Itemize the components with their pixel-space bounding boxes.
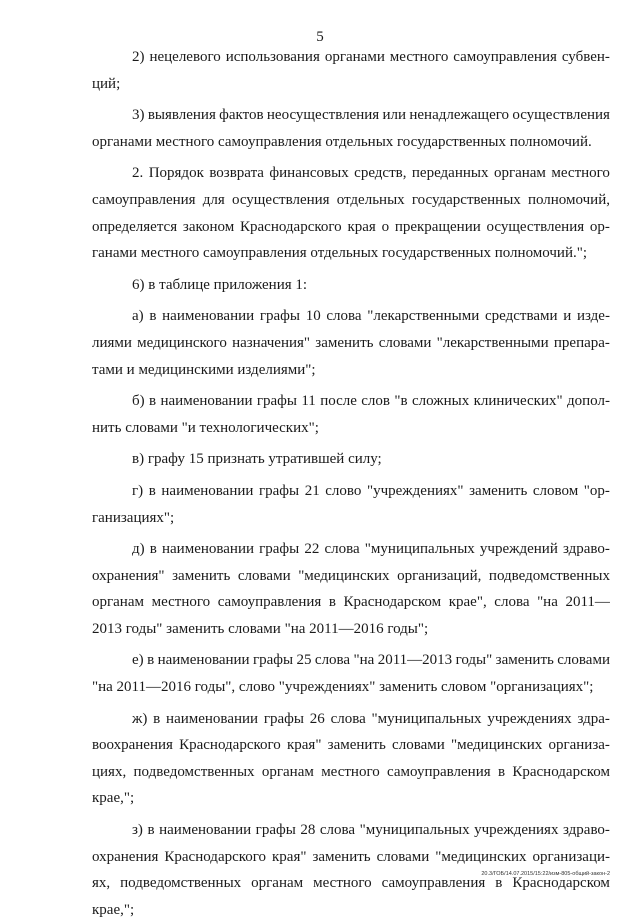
word: 2011— (565, 594, 610, 611)
paragraph-line: 2013 годы" заменить словами "на 2011—2016 годы"; (92, 620, 429, 637)
word: учреждениях (487, 710, 572, 727)
word: края (347, 218, 376, 235)
word: лиями (92, 334, 132, 351)
word: здра- (577, 710, 610, 727)
word: края" (272, 848, 307, 865)
word: клинических" (473, 393, 563, 410)
paragraph-line (92, 102, 610, 129)
word: охранения (92, 848, 159, 865)
word: Краснодарского (179, 737, 281, 754)
word: г) (132, 482, 144, 499)
paragraph (92, 160, 610, 266)
word: отдельных (336, 191, 405, 208)
paragraph-line (92, 214, 610, 241)
paragraph-line: органами местного самоуправления отдельных государственных полномочий. (92, 133, 592, 150)
word: воохранения (92, 737, 173, 754)
word: наименовании (159, 822, 252, 839)
word: наименовании (160, 393, 253, 410)
paragraph-line (92, 388, 610, 415)
word: и (563, 308, 572, 325)
paragraph-line (92, 759, 610, 786)
word: "медицинских (298, 567, 390, 584)
word: края" (286, 737, 322, 754)
word: слова (319, 822, 356, 839)
word: Порядок (148, 165, 204, 182)
word: заменить (327, 737, 386, 754)
word: наименовании (161, 541, 254, 558)
word: переданных (411, 165, 489, 182)
word: органами (324, 49, 385, 65)
word: местного (313, 875, 372, 892)
paragraph-line: крае,"; (92, 901, 135, 918)
page-number: 5 (316, 29, 324, 45)
paragraph-line (92, 536, 610, 563)
word: учреждений (479, 541, 558, 558)
word: местного (151, 594, 211, 611)
word: Краснодарском (512, 875, 610, 892)
word: сложных (411, 393, 470, 410)
paragraph-line (92, 478, 610, 505)
word: в (149, 393, 157, 410)
paragraph-line (92, 732, 610, 759)
word: Краснодарского (164, 848, 267, 865)
paragraph-line (92, 330, 610, 357)
document-footer-code: 20.3/ГОБ/14.07.2015/15:22/изм-805-общий-закон-2 (481, 871, 610, 877)
word: в (147, 822, 155, 839)
paragraph-line: 6) в таблице приложения 1: (132, 276, 308, 293)
word: изде- (576, 308, 610, 325)
word: 25 (296, 652, 312, 669)
word: ор- (589, 218, 610, 235)
word: в (149, 308, 157, 325)
word: в (148, 482, 156, 499)
word: средств, (354, 165, 407, 182)
paragraph-line: ганизациях"; (92, 509, 175, 526)
word: органам (493, 165, 546, 182)
paragraph (92, 647, 610, 700)
word: субвен- (561, 49, 610, 65)
word: 10 (305, 308, 321, 325)
paragraph-line: ций; (92, 75, 121, 92)
paragraph-line: в) графу 15 признать утратившей силу; (132, 451, 382, 468)
word: организаций, (397, 567, 482, 584)
word: здраво- (563, 822, 610, 839)
word: финансовых (269, 165, 349, 182)
word: з) (132, 822, 143, 839)
word: наименовании (162, 308, 255, 325)
paragraph-line: "на 2011—2016 годы", слово "учреждениях" заменить словом "организациях"; (92, 679, 594, 696)
word: органам (92, 594, 144, 611)
word: 2) (132, 49, 145, 65)
word: нецелевого (149, 49, 221, 65)
word: 22 (304, 541, 320, 558)
paragraph (92, 706, 610, 812)
word: 21 (304, 482, 320, 499)
word: самоуправления (387, 763, 491, 780)
word: органам (251, 875, 304, 892)
paragraph-line (92, 817, 610, 844)
paragraph (92, 44, 610, 97)
word: средствами (485, 308, 558, 325)
word: организа- (548, 737, 610, 754)
word: "лекарственными (436, 334, 549, 351)
word: слов (361, 393, 390, 410)
word: охранения" (92, 567, 165, 584)
word: слова (494, 594, 530, 611)
word: 3) (132, 107, 145, 124)
word: в (147, 652, 155, 669)
paragraph-line (92, 187, 610, 214)
paragraph-line: нить словами "и технологических"; (92, 419, 319, 436)
word: заменить (172, 567, 231, 584)
word: ях, (92, 875, 111, 892)
word: препара- (553, 334, 610, 351)
word: "на (353, 652, 375, 669)
word: а) (132, 308, 144, 325)
word: наименовании (161, 482, 254, 499)
word: слова (330, 710, 366, 727)
word: словами (392, 737, 445, 754)
paragraph-line (92, 44, 610, 71)
word: в (328, 594, 336, 611)
word: ж) (132, 710, 148, 727)
word: фактов (219, 107, 264, 124)
paragraph-line: ганами местного самоуправления отдельных государственных полномочий."; (92, 245, 588, 262)
word: заменить (495, 652, 554, 669)
paragraph (92, 272, 610, 299)
word: слово (325, 482, 362, 499)
word: определяется (92, 218, 178, 235)
word: графы (252, 652, 294, 669)
word: осуществления (512, 107, 610, 124)
word: самоуправления (217, 594, 322, 611)
paragraph (92, 536, 610, 642)
document-body (92, 44, 610, 923)
paragraph (92, 388, 610, 441)
word: 2. (132, 165, 144, 182)
word: в (495, 875, 503, 892)
word: в (497, 763, 506, 780)
word: циях, (92, 763, 127, 780)
paragraph (92, 446, 610, 473)
word: "муниципальных (364, 541, 475, 558)
word: местного (321, 763, 380, 780)
paragraph-line: тами и медицинскими изделиями"; (92, 361, 316, 378)
word: допол- (567, 393, 610, 410)
word: местного (389, 49, 449, 65)
word: б) (132, 393, 145, 410)
word: о (381, 218, 390, 235)
paragraph-line (92, 303, 610, 330)
word: или (382, 107, 407, 124)
word: самоуправления (92, 191, 196, 208)
paragraph (92, 478, 610, 531)
word: словами (378, 334, 432, 351)
word: "муниципальных (371, 710, 482, 727)
word: 26 (309, 710, 325, 727)
word: "муниципальных (359, 822, 470, 839)
word: слова (324, 541, 360, 558)
word: подведомственных (133, 763, 255, 780)
word: "медицинских (435, 848, 527, 865)
word: "медицинских (450, 737, 543, 754)
word: здраво- (562, 541, 610, 558)
paragraph (92, 303, 610, 383)
word: органам (261, 763, 314, 780)
word: Краснодарского (240, 218, 342, 235)
word: крае", (448, 594, 487, 611)
word: годы" (455, 652, 493, 669)
word: в (153, 710, 161, 727)
word: подведомственных (488, 567, 610, 584)
word: 11 (301, 393, 316, 410)
word: использования (225, 49, 320, 65)
word: в (149, 541, 157, 558)
word: слова (314, 652, 351, 669)
word: Краснодарском (512, 763, 610, 780)
word: после (320, 393, 357, 410)
word: прекращении (394, 218, 481, 235)
word: учреждениях (474, 822, 559, 839)
word: словами (237, 567, 291, 584)
word: графы (255, 822, 296, 839)
paragraph (92, 102, 610, 155)
word: назначения" (232, 334, 311, 351)
paragraph-line (92, 706, 610, 733)
word: слова (326, 308, 362, 325)
word: государственных (411, 191, 521, 208)
paragraph-line (92, 563, 610, 590)
word: для (202, 191, 225, 208)
paragraph-line (92, 647, 610, 674)
word: графы (259, 308, 300, 325)
word: выявления (147, 107, 216, 124)
word: заменить (315, 334, 374, 351)
word: графы (259, 482, 300, 499)
paragraph-line (92, 589, 610, 616)
word: е) (132, 652, 144, 669)
word: подведомственных (120, 875, 242, 892)
word: заменить (469, 482, 528, 499)
word: "в (394, 393, 408, 410)
word: полномочий, (527, 191, 610, 208)
word: самоуправления (381, 875, 486, 892)
word: местного (551, 165, 610, 182)
word: заменить (312, 848, 371, 865)
word: "лекарственными (367, 308, 480, 325)
word: словами (376, 848, 430, 865)
word: осуществления (486, 218, 585, 235)
word: д) (132, 541, 145, 558)
word: медицинского (137, 334, 227, 351)
word: законом (182, 218, 235, 235)
word: самоуправления (453, 49, 557, 65)
word: графы (256, 393, 297, 410)
word: "учреждениях" (366, 482, 464, 499)
word: Краснодарском (343, 594, 442, 611)
paragraph-line: крае,"; (92, 790, 135, 807)
word: 28 (300, 822, 316, 839)
word: "ор- (583, 482, 610, 499)
word: словами (557, 652, 610, 669)
word: неосуществления (266, 107, 380, 124)
word: графы (263, 710, 304, 727)
paragraph-line (92, 160, 610, 187)
word: 2011—2013 (377, 652, 453, 669)
paragraph-line (92, 844, 610, 871)
word: наименовании (166, 710, 259, 727)
word: организаци- (532, 848, 610, 865)
word: "на (537, 594, 558, 611)
word: ненадлежащего (409, 107, 510, 124)
word: графы (259, 541, 300, 558)
word: наименовании (157, 652, 250, 669)
word: словом (532, 482, 579, 499)
word: возврата (209, 165, 264, 182)
word: осуществления (231, 191, 330, 208)
